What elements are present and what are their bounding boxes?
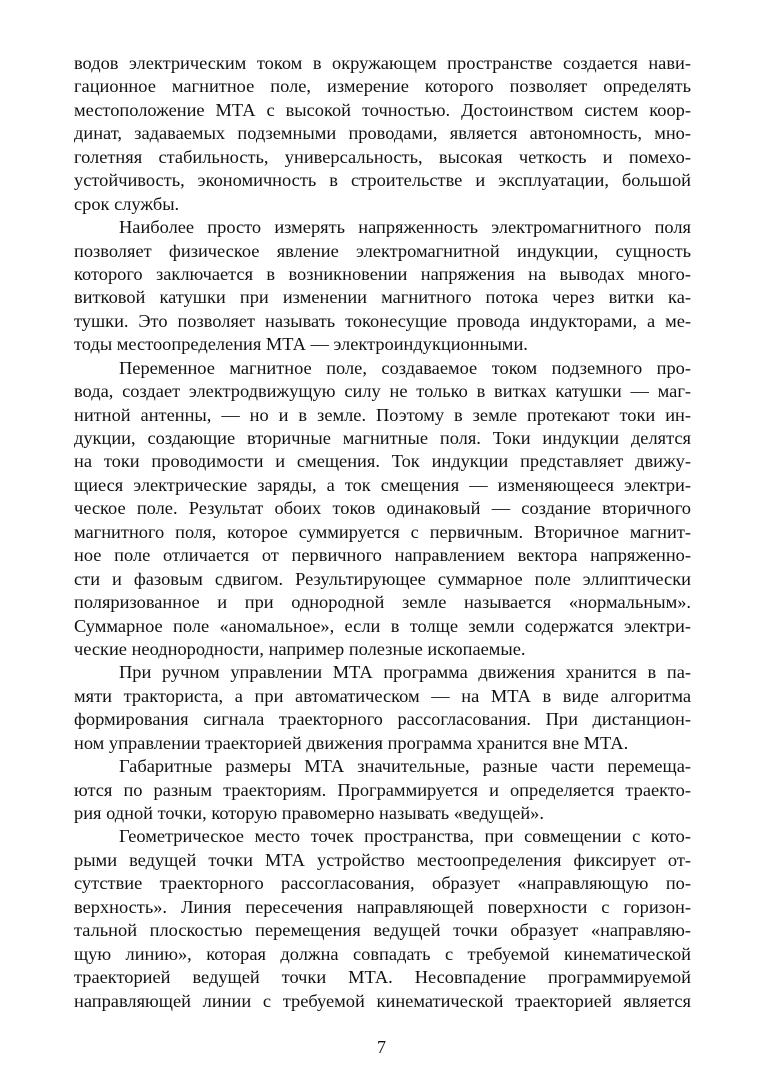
text-line: на токи проводимости и смещения. Ток индукции представляет движу- [74,451,691,472]
text-line: рыми ведущей точки МТА устройство местоопределения фиксирует от- [74,849,691,870]
text-line: тоды местоопределения МТА — электроиндукционными. [74,334,528,355]
page-body [74,52,691,1013]
text-line: динат, задаваемых подземными проводами, является автономность, мно- [74,123,691,144]
text-line: сти и фазовым сдвигом. Результирующее суммарное поле эллиптически [74,568,691,589]
text-line: тальной плоскостью перемещения ведущей точки образует «направляю- [74,920,691,941]
text-line: вода, создает электродвижущую силу не только в витках катушки — маг- [74,381,691,402]
text-line: нитной антенны, — но и в земле. Поэтому в земле протекают токи ин- [74,404,691,425]
paragraph [74,52,691,216]
paragraph [74,755,691,825]
text-line: При ручном управлении МТА программа движения хранится в па- [119,662,691,683]
text-line: ческие неоднородности, например полезные ископаемые. [74,638,526,659]
text-line: голетняя стабильность, универсальность, высокая четкость и помехо- [74,146,691,167]
paragraph [74,357,691,662]
text-line: дукции, создающие вторичные магнитные поля. Токи индукции делятся [74,428,691,448]
text-line: поляризованное и при однородной земле называется «нормальным». [74,592,691,613]
text-line: рия одной точки, которую правомерно называть «ведущей». [74,803,544,823]
text-line: верхность». Линия пересечения направляющей поверхности с горизон- [74,896,691,917]
page-number: 7 [377,1037,386,1057]
text-line: гационное магнитное поле, измерение которого позволяет определять [74,76,691,97]
paragraph [74,216,691,357]
text-line: местоположение МТА с высокой точностью. Достоинством систем коор- [74,99,691,120]
text-line: ное поле отличается от первичного направлением вектора напряженно- [74,545,691,566]
text-line: водов электрическим током в окружающем пространстве создается нави- [74,53,691,73]
text-line: которого заключается в возникновении напряжения на выводах много- [74,263,691,284]
text-line: Геометрическое место точек пространства, при совмещении с кото- [119,826,691,847]
text-line: ном управлении траекторией движения программа хранится вне МТА. [74,732,629,753]
text-line: ются по разным траекториям. Программируется и определяется траекто- [74,779,691,800]
text-line: Суммарное поле «аномальное», если в толще земли содержатся электри- [74,615,691,636]
text-line: щую линию», которая должна совпадать с требуемой кинематической [74,943,691,964]
text-line: щиеся электрические заряды, а ток смещения — изменяющееся электри- [74,474,691,495]
text-line: мяти тракториста, а при автоматическом — на МТА в виде алгоритма [74,685,691,706]
text-line: формирования сигнала траекторного рассогласования. При дистанцион- [74,709,691,730]
text-line: Наиболее просто измерять напряженность электромагнитного поля [119,217,691,238]
text-line: сутствие траекторного рассогласования, образует «направляющую по- [74,873,691,894]
text-line: позволяет физическое явление электромагнитной индукции, сущность [74,240,691,261]
text-line: устойчивость, экономичность в строительстве и эксплуатации, большой [74,170,691,191]
text-line: срок службы. [74,193,180,214]
text-line: тушки. Это позволяет называть токонесущие провода индукторами, а ме- [74,310,691,331]
paragraph [74,825,691,1013]
text-line: ческое поле. Результат обоих токов одинаковый — создание вторичного [74,498,691,519]
text-line: магнитного поля, которое суммируется с первичным. Вторичное магнит- [74,521,691,542]
paragraph [74,661,691,755]
text-line: витковой катушки при изменении магнитного потока через витки ка- [74,287,691,308]
text-line: траекторией ведущей точки МТА. Несовпадение программируемой [74,967,691,988]
text-line: направляющей линии с требуемой кинематической траекторией является [74,990,691,1011]
text-line: Переменное магнитное поле, создаваемое током подземного про- [119,357,691,378]
text-line: Габаритные размеры МТА значительные, разные части перемеща- [119,756,691,777]
